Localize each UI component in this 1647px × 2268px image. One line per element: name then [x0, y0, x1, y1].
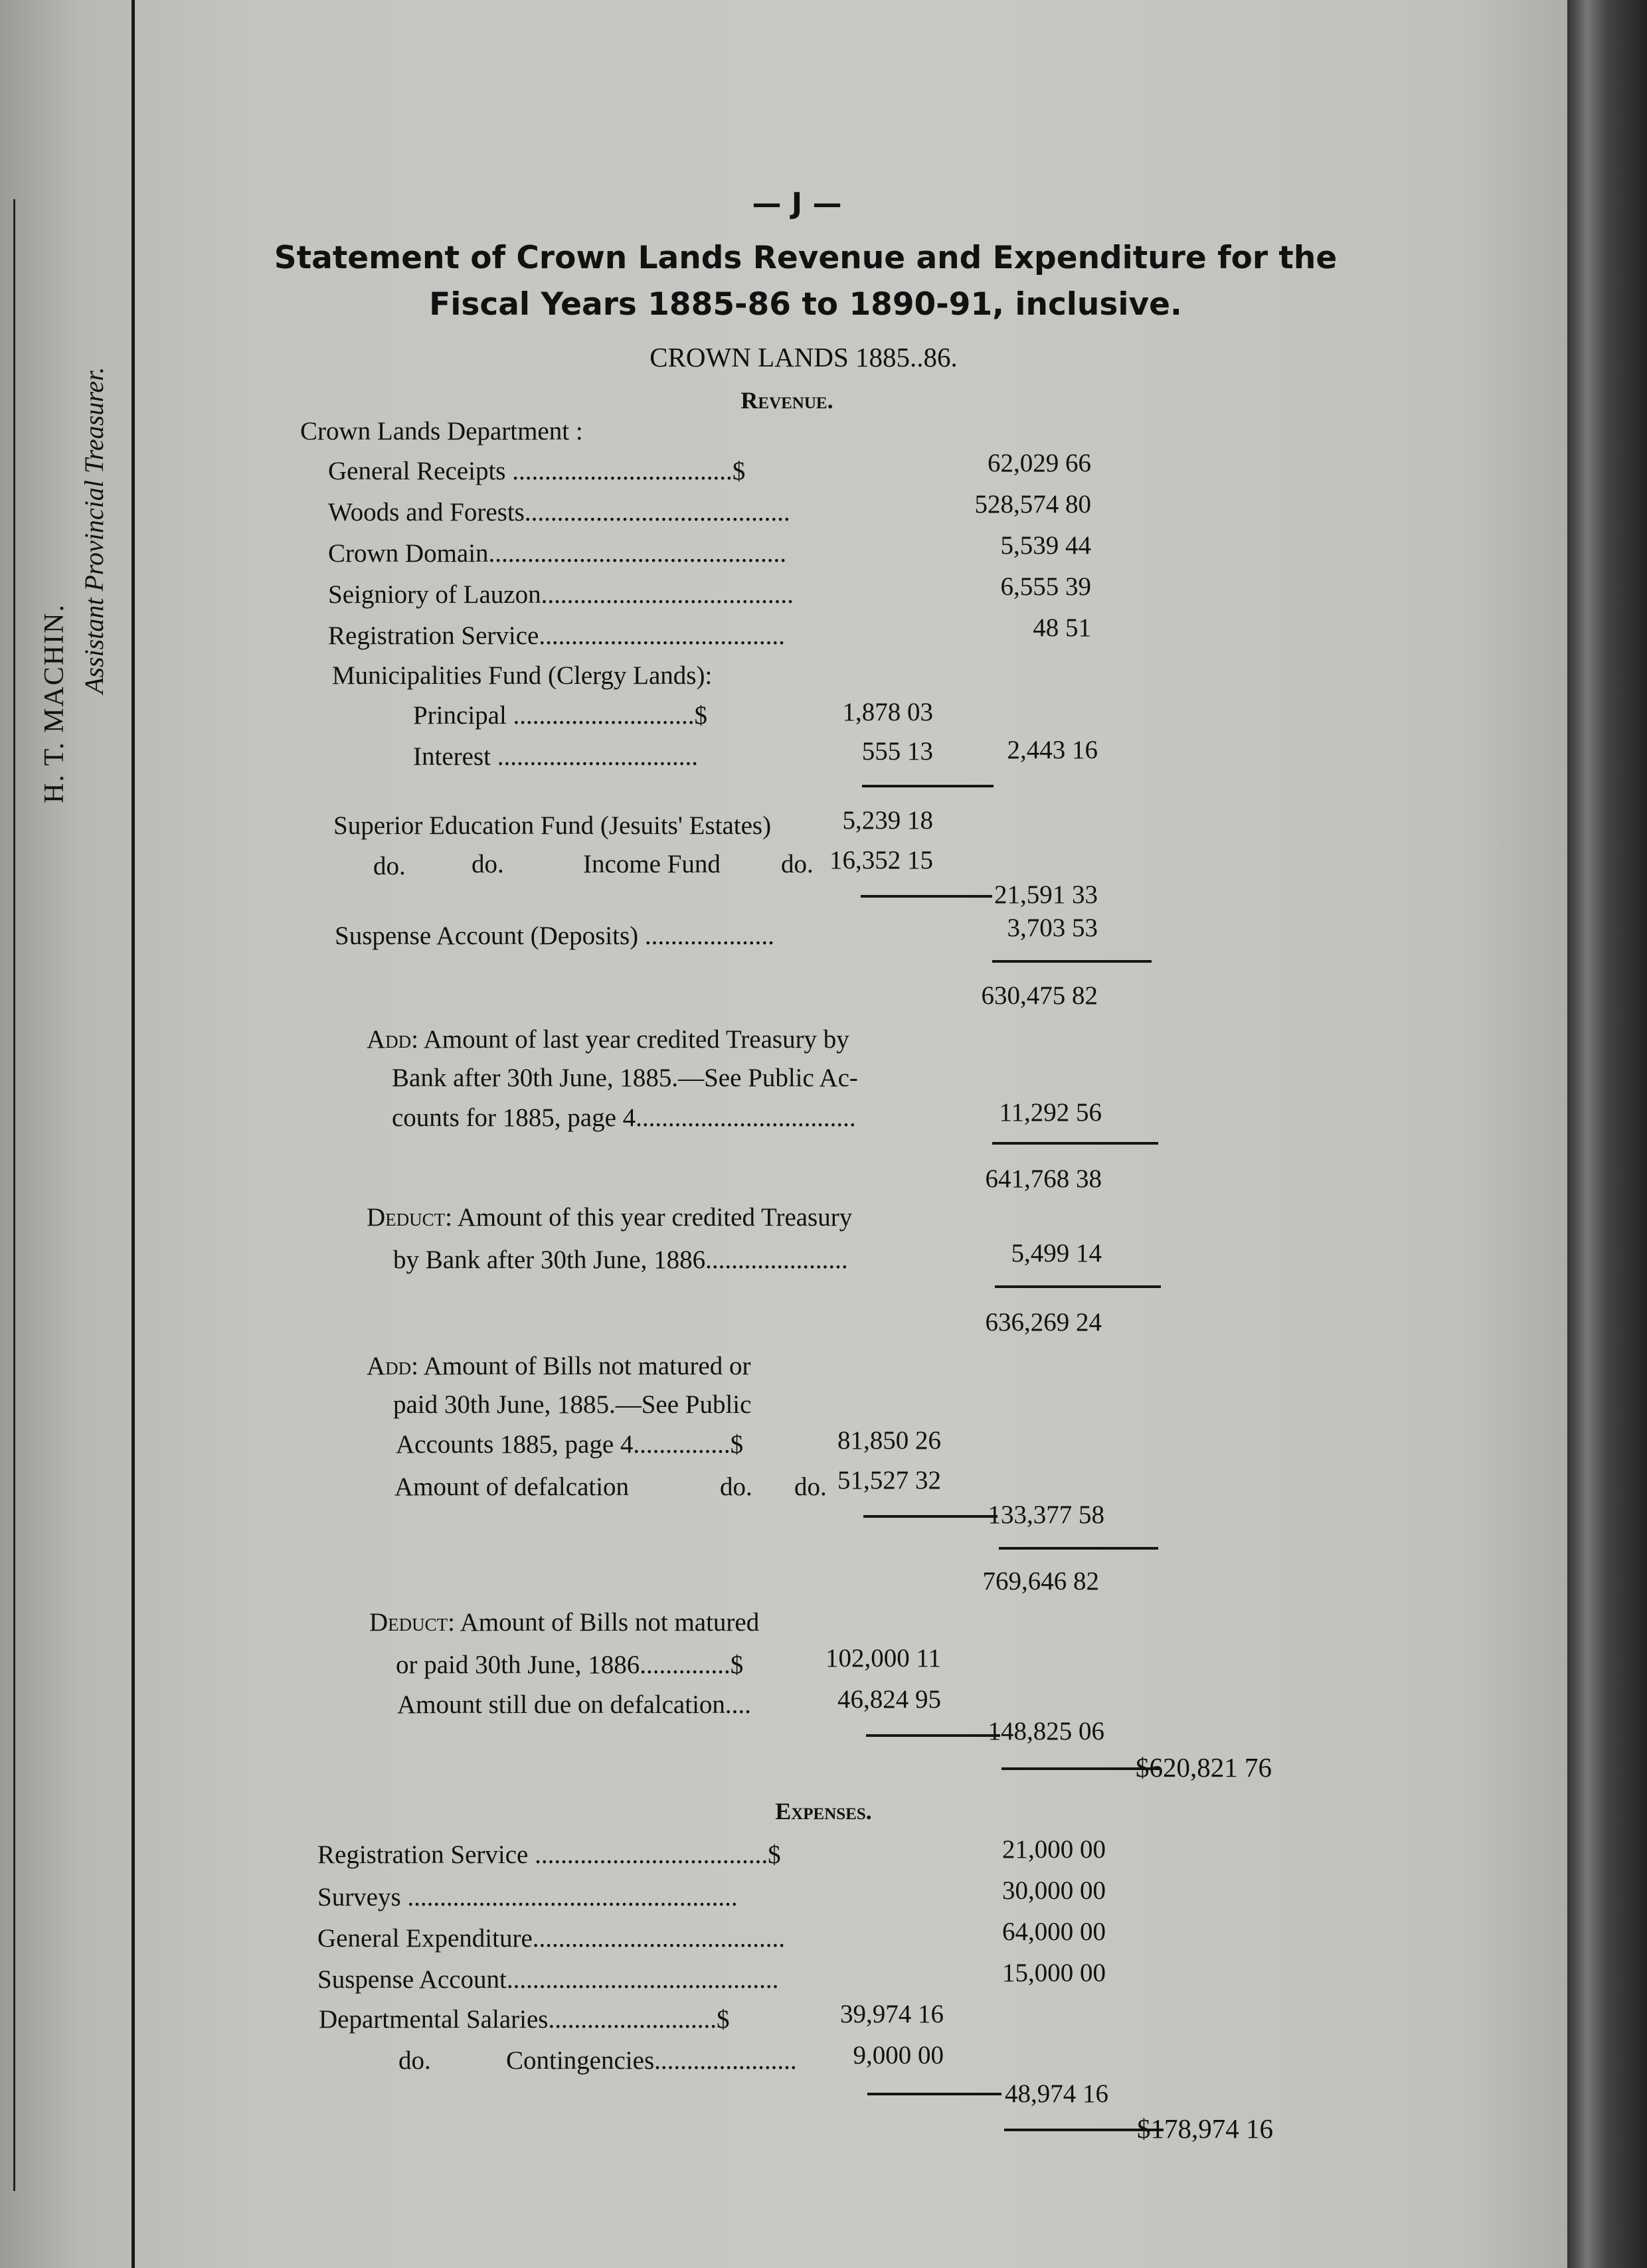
add-keyword: Add [367, 1025, 412, 1054]
interest-label: Interest ............................... [413, 742, 698, 771]
suspense-label: Suspense Account (Deposits) .................... [335, 922, 774, 950]
row-label: Suspense Account.......................................... [317, 1965, 779, 1994]
deduct2-line-3: Amount still due on defalcation.... [397, 1690, 751, 1719]
principal-amount: 1,878 03 [842, 698, 933, 726]
row-label: General Expenditure....................................... [317, 1924, 786, 1953]
rule [992, 960, 1152, 963]
rule [999, 1547, 1158, 1550]
revenue-heading: Revenue. [740, 387, 833, 414]
subtotal-4: 769,646 82 [982, 1567, 1099, 1595]
add-line-1: : Amount of last year credited Treasury by [411, 1025, 849, 1054]
row-amount: 15,000 00 [1002, 1959, 1106, 1987]
deduct-keyword: Deduct [369, 1608, 448, 1637]
expenses-heading: Expenses. [775, 1798, 872, 1824]
rule [992, 1142, 1158, 1145]
contingencies-total: 48,974 16 [1005, 2079, 1108, 2108]
row-label: Surveys ................................................... [317, 1883, 738, 1911]
add-keyword: Add [367, 1352, 412, 1380]
row-amount: 48 51 [1033, 613, 1091, 642]
binding-rule [131, 0, 135, 2268]
row-label: Registration Service...................................... [328, 621, 785, 650]
deduct2-line-1: : Amount of Bills not matured [448, 1608, 760, 1637]
row-amount: 62,029 66 [988, 449, 1091, 477]
dept-label: Crown Lands Department : [300, 417, 583, 446]
add2-line-2: paid 30th June, 1885.—See Public [393, 1390, 752, 1419]
ditto: do. [781, 850, 814, 878]
row-label: Woods and Forests......................................... [328, 498, 790, 526]
rule [866, 1734, 1000, 1737]
signature-title: Assistant Provincial Treasurer. [79, 366, 109, 694]
ditto: do. [373, 852, 406, 880]
rule [863, 1515, 997, 1518]
ditto: do. [720, 1473, 752, 1501]
interest-total: 2,443 16 [1007, 736, 1098, 764]
rule [867, 2093, 1001, 2095]
superior-education-amount: 5,239 18 [842, 806, 933, 835]
row-label: Seigniory of Lauzon....................................... [328, 580, 794, 609]
deduct-line-2: by Bank after 30th June, 1886...................... [393, 1246, 848, 1274]
add2-line-1: : Amount of Bills not matured or [411, 1352, 751, 1380]
suspense-amount: 3,703 53 [1007, 914, 1098, 942]
rule [995, 1285, 1161, 1288]
row-label: General Receipts ..................................$ [328, 457, 746, 485]
add2-line-3: Accounts 1885, page 4...............$ [396, 1430, 744, 1459]
deduct2-amount-2: 46,824 95 [837, 1685, 941, 1714]
row-label: Crown Domain.............................................. [328, 539, 787, 568]
page-letter: — J — [752, 187, 842, 220]
row-amount: 6,555 39 [1000, 572, 1091, 601]
subtotal-1: 630,475 82 [981, 981, 1098, 1010]
add-line-2: Bank after 30th June, 1885.—See Public Ac- [392, 1064, 858, 1092]
income-fund-label: Income Fund [583, 850, 721, 878]
add2-amount-2: 51,527 32 [837, 1466, 941, 1495]
add-line-3: counts for 1885, page 4.................................. [392, 1103, 856, 1132]
revenue-grand-total: $620,821 76 [1136, 1752, 1272, 1783]
row-amount: 64,000 00 [1002, 1917, 1106, 1946]
title-line-1: Statement of Crown Lands Revenue and Expenditure for the [274, 240, 1338, 276]
margin-rule [13, 199, 15, 2191]
superior-education-label: Superior Education Fund (Jesuits' Estates) [333, 811, 772, 840]
deduct-amount: 5,499 14 [1011, 1239, 1102, 1267]
rule [861, 895, 992, 898]
contingencies-amount: 9,000 00 [853, 2041, 944, 2069]
rule [862, 785, 994, 787]
contingencies-label: Contingencies...................... [506, 2046, 797, 2075]
salaries-amount: 39,974 16 [840, 2000, 944, 2028]
subtitle: CROWN LANDS 1885..86. [650, 342, 958, 372]
income-fund-amount: 16,352 15 [829, 846, 933, 874]
add2-line-4: Amount of defalcation [394, 1473, 630, 1501]
row-label: Registration Service ....................................$ [317, 1840, 781, 1869]
municipalities-label: Municipalities Fund (Clergy Lands): [332, 661, 713, 690]
ditto: do. [472, 850, 504, 878]
ditto: do. [398, 2046, 431, 2075]
deduct-keyword: Deduct [367, 1203, 446, 1232]
add-amount: 11,292 56 [999, 1098, 1102, 1127]
salaries-label: Departmental Salaries..........................$ [319, 2005, 730, 2034]
expenses-grand-total: $178,974 16 [1137, 2113, 1273, 2144]
row-amount: 21,000 00 [1002, 1835, 1106, 1864]
subtotal-3: 636,269 24 [985, 1308, 1102, 1336]
deduct2-amount-1: 102,000 11 [825, 1644, 941, 1672]
interest-amount: 555 13 [861, 737, 933, 766]
subtotal-2: 641,768 38 [985, 1165, 1102, 1193]
principal-label: Principal ............................$ [413, 701, 708, 730]
add2-total: 133,377 58 [988, 1500, 1104, 1529]
add2-amount-1: 81,850 26 [837, 1426, 941, 1455]
deduct-line-1: : Amount of this year credited Treasury [445, 1203, 853, 1232]
deduct2-total: 148,825 06 [988, 1717, 1104, 1745]
row-amount: 5,539 44 [1000, 531, 1091, 560]
row-amount: 30,000 00 [1002, 1876, 1106, 1905]
signature-name: H. T. MACHIN. [39, 604, 70, 803]
title-line-2: Fiscal Years 1885-86 to 1890-91, inclusive. [429, 286, 1182, 323]
deduct2-line-2: or paid 30th June, 1886..............$ [396, 1651, 744, 1679]
ditto: do. [794, 1473, 827, 1501]
superior-education-total: 21,591 33 [994, 880, 1098, 909]
book-edge [1567, 0, 1647, 2268]
row-amount: 528,574 80 [974, 490, 1091, 519]
